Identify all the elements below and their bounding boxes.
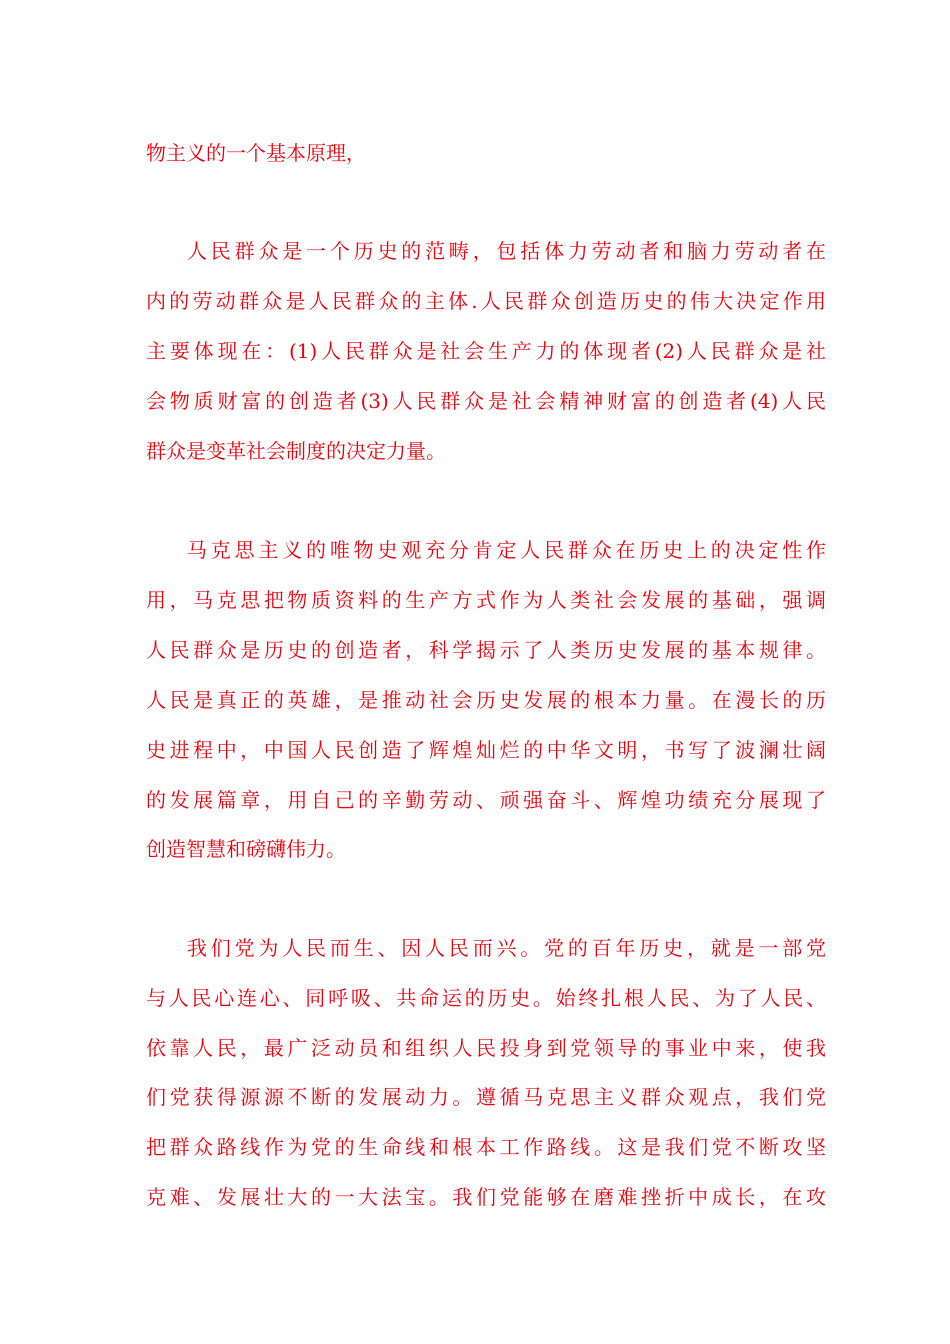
- text-line: 群众是变革社会制度的决定力量。: [146, 439, 446, 463]
- text-line: 物主义的一个基本原理，: [146, 141, 366, 165]
- text-line: 依靠人民，最广泛动员和组织人民投身到党领导的事业中来，使我: [146, 1036, 826, 1060]
- text-line: 人民群众是历史的创造者，科学揭示了人类历史发展的基本规律。: [146, 638, 826, 662]
- text-line: 把群众路线作为党的生命线和根本工作路线。这是我们党不断攻坚: [146, 1135, 826, 1159]
- text-line: 创造智慧和磅礴伟力。: [146, 837, 346, 861]
- text-line: 会物质财富的创造者(3)人民群众是社会精神财富的创造者(4)人民: [146, 389, 826, 413]
- text-line: 克难、发展壮大的一大法宝。我们党能够在磨难挫折中成长，在攻: [146, 1185, 826, 1209]
- text-line: 用，马克思把物质资料的生产方式作为人类社会发展的基础，强调: [146, 588, 826, 612]
- text-line: 的发展篇章，用自己的辛勤劳动、顽强奋斗、辉煌功绩充分展现了: [146, 788, 826, 812]
- text-line: 们党获得源源不断的发展动力。遵循马克思主义群众观点，我们党: [146, 1085, 826, 1109]
- text-line: 我们党为人民而生、因人民而兴。党的百年历史，就是一部党: [187, 936, 826, 960]
- text-line: 内的劳动群众是人民群众的主体.人民群众创造历史的伟大决定作用: [146, 289, 826, 313]
- text-line: 人民群众是一个历史的范畴，包括体力劳动者和脑力劳动者在: [187, 239, 826, 263]
- text-line: 与人民心连心、同呼吸、共命运的历史。始终扎根人民、为了人民、: [146, 986, 826, 1010]
- text-line: 主要体现在：(1)人民群众是社会生产力的体现者(2)人民群众是社: [146, 339, 826, 363]
- text-line: 史进程中，中国人民创造了辉煌灿烂的中华文明，书写了波澜壮阔: [146, 738, 826, 762]
- text-line: 马克思主义的唯物史观充分肯定人民群众在历史上的决定性作: [187, 538, 826, 562]
- text-line: 人民是真正的英雄，是推动社会历史发展的根本力量。在漫长的历: [146, 688, 826, 712]
